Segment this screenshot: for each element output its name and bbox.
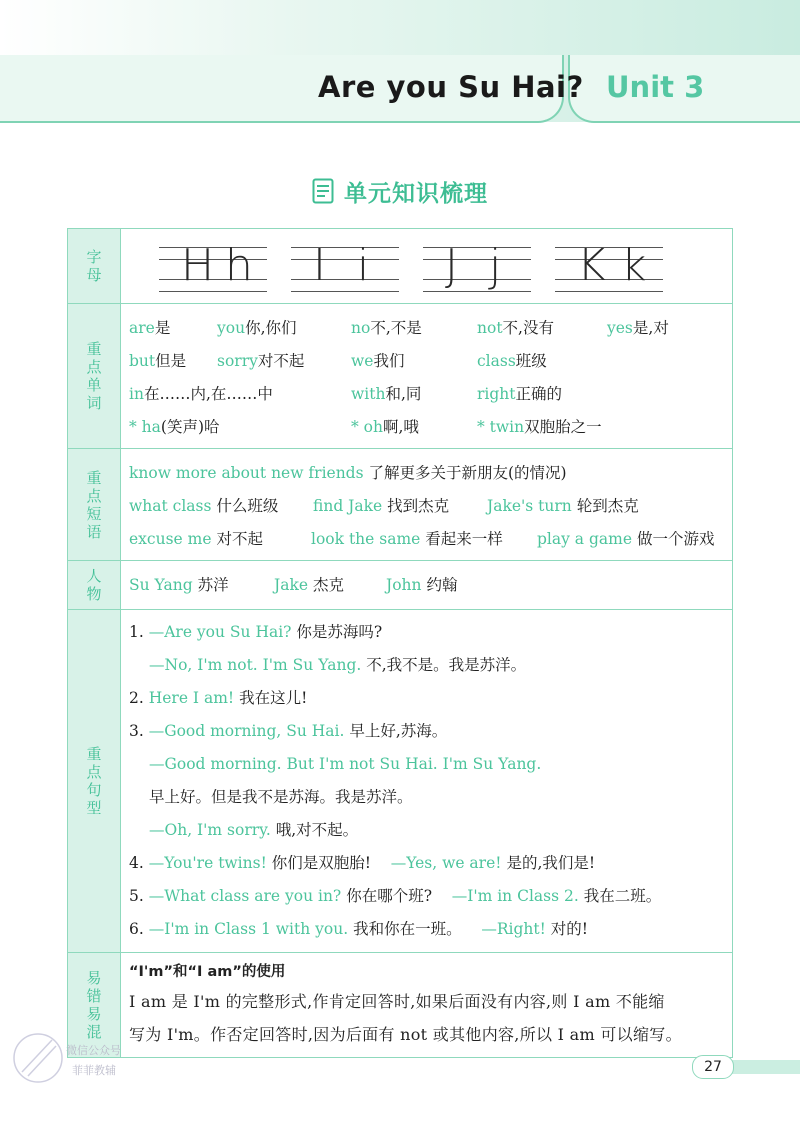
person-name-zh: 杰克 (312, 575, 344, 594)
lowercase-letter: i (357, 240, 370, 291)
category-words (68, 304, 121, 449)
sentence-zh: 我和你在一班。 (353, 920, 462, 938)
category-char: 句 (86, 781, 102, 799)
category-char: 物 (86, 585, 102, 603)
person-name-zh: 约翰 (426, 575, 458, 594)
phrase-item (129, 527, 263, 549)
vocab-meaning: 对不起 (257, 351, 305, 370)
sentence-line (129, 715, 724, 748)
sentence-zh: 你在哪个班? (346, 887, 432, 905)
error-line-1: I am 是 I'm 的完整形式,作肯定回答时,如果后面没有内容,则 I am 不能缩 (129, 992, 665, 1011)
phrase-zh: 什么班级 (216, 496, 279, 515)
watermark-emblem-icon (8, 1020, 68, 1090)
sentence-zh: 你们是双胞胎! (271, 854, 371, 872)
sentence-zh: 哦,对不起。 (275, 821, 359, 839)
sentence-en: —Right! (481, 920, 546, 938)
sentence-line (129, 649, 724, 682)
letters-row (68, 229, 733, 304)
phrase-item (487, 494, 639, 516)
writing-guide-line (423, 279, 531, 280)
sentence-en: —What class are you in? (148, 887, 342, 905)
vocab-meaning: 但是 (155, 351, 187, 370)
vocab-meaning: 啊,哦 (383, 417, 419, 436)
document-icon (312, 178, 334, 204)
vocab-meaning: 你,你们 (245, 318, 297, 337)
vocab-item (129, 382, 273, 404)
vocab-item (477, 415, 602, 437)
sentence-line (129, 616, 724, 649)
vocab-meaning: 是 (154, 318, 171, 337)
vocab-meaning: 我们 (373, 351, 405, 370)
writing-guide-line (291, 259, 399, 260)
sentence-number: 1. (129, 623, 149, 641)
category-char: 点 (86, 763, 102, 781)
vocab-word: yes (607, 318, 633, 337)
category-sentences (68, 610, 121, 953)
vocab-meaning: 和,同 (385, 384, 422, 403)
lesson-title: Are you Su Hai? (318, 70, 584, 104)
category-char: 母 (86, 266, 102, 284)
vocab-word: * twin (477, 417, 525, 436)
uppercase-letter: K (577, 240, 606, 291)
sentence-zh: 不,我不是。我是苏洋。 (366, 656, 527, 674)
phrase-row (129, 488, 724, 521)
category-char: 点 (86, 358, 102, 376)
writing-guide-line (555, 279, 663, 280)
phrase-item (311, 527, 503, 549)
vocab-item (217, 349, 304, 371)
letters-wrap (121, 233, 732, 301)
words-content (121, 304, 733, 449)
sentence-number: 3. (129, 722, 149, 740)
letter-practice-box (291, 239, 399, 301)
phrase-zh: 找到杰克 (387, 496, 450, 515)
phrase-en: what class (129, 496, 212, 515)
phrase-en: know more about new friends (129, 463, 364, 482)
phrase-en: Jake's turn (487, 496, 572, 515)
word-row (129, 409, 724, 442)
vocab-word: not (477, 318, 503, 337)
lowercase-letter: h (225, 240, 253, 291)
category-char: 单 (86, 376, 102, 394)
lowercase-letter: k (621, 240, 647, 291)
sentence-zh: 是的,我们是! (506, 854, 596, 872)
vocab-item (129, 415, 220, 437)
phrase-item (313, 494, 449, 516)
sentence-en: —I'm in Class 2. (451, 887, 579, 905)
vocab-word: but (129, 351, 156, 370)
category-char: 错 (86, 987, 102, 1005)
sentence-line (129, 913, 724, 946)
sentence-number: 6. (129, 920, 149, 938)
vocab-meaning: 不,没有 (502, 318, 554, 337)
vocab-item (477, 316, 554, 338)
letter-practice-box (555, 239, 663, 301)
phrase-en: look the same (311, 529, 421, 548)
phrase-item (129, 461, 567, 483)
writing-guide-line (423, 259, 531, 260)
sentence-line (129, 781, 724, 814)
page-number: 27 (692, 1055, 734, 1079)
category-char: 人 (86, 567, 102, 585)
vocab-item (351, 382, 421, 404)
vocab-item (351, 415, 419, 437)
vocab-word: sorry (217, 351, 258, 370)
section-heading (312, 176, 488, 206)
sentence-en: —Are you Su Hai? (148, 623, 292, 641)
category-char: 易 (86, 1005, 102, 1023)
vocab-meaning: 不,不是 (370, 318, 422, 337)
vocab-meaning: 正确的 (515, 384, 563, 403)
vocab-item (129, 316, 170, 338)
phrase-en: find Jake (313, 496, 383, 515)
phrases-content (121, 449, 733, 561)
sentence-line (129, 880, 724, 913)
sentence-number: 2. (129, 689, 149, 707)
uppercase-letter: I (313, 240, 326, 291)
vocab-word: class (477, 351, 516, 370)
unit-label: Unit 3 (606, 70, 705, 104)
sentence-line (129, 748, 724, 781)
sentence-en: —You're twins! (148, 854, 267, 872)
errors-content (121, 953, 733, 1058)
vocab-meaning: 双胞胎之一 (524, 417, 602, 436)
vocab-meaning: 班级 (515, 351, 547, 370)
category-letters (68, 229, 121, 304)
category-char: 点 (86, 486, 102, 505)
category-char: 字 (86, 248, 102, 266)
sentence-line (129, 814, 724, 847)
vocab-item (217, 316, 297, 338)
person-item (386, 573, 457, 595)
vocab-item (129, 349, 186, 371)
sentence-en: Here I am! (148, 689, 235, 707)
lowercase-letter: j (489, 240, 502, 291)
sentence-en: —Oh, I'm sorry. (149, 821, 271, 839)
category-char: 重 (86, 340, 102, 358)
writing-guide-line (423, 247, 531, 248)
person-name-en: Su Yang (129, 575, 193, 594)
sentence-zh: 我在这儿! (239, 689, 308, 707)
phrase-zh: 做一个游戏 (636, 529, 715, 548)
sentence-zh: 对的! (550, 920, 588, 938)
sentence-en: —No, I'm not. I'm Su Yang. (149, 656, 362, 674)
person-name-zh: 苏洋 (197, 575, 229, 594)
error-title: “I'm”和“I am”的使用 (129, 964, 286, 980)
people-content (121, 561, 733, 610)
phrase-row (129, 455, 724, 488)
category-char: 短 (86, 504, 102, 523)
writing-guide-line (423, 291, 531, 292)
sentence-line (129, 847, 724, 880)
writing-guide-line (291, 247, 399, 248)
vocab-item (607, 316, 669, 338)
errors-row (68, 953, 733, 1058)
sentence-number: 5. (129, 887, 149, 905)
phrase-en: excuse me (129, 529, 212, 548)
sentences-content (121, 610, 733, 953)
uppercase-letter: H (181, 240, 215, 291)
vocab-word: with (351, 384, 386, 403)
phrase-item (537, 527, 714, 549)
sentence-en: —Yes, we are! (390, 854, 502, 872)
vocab-item (351, 316, 422, 338)
uppercase-letter: J (445, 240, 458, 291)
vocab-meaning: (笑声)哈 (160, 417, 220, 436)
sentence-zh: 你是苏海吗? (296, 623, 383, 641)
sentence-zh: 早上好,苏海。 (349, 722, 448, 740)
vocab-word: in (129, 384, 144, 403)
category-char: 型 (86, 799, 102, 817)
sentence-number: 4. (129, 854, 149, 872)
writing-guide-line (555, 247, 663, 248)
vocab-word: right (477, 384, 516, 403)
sentence-zh: 早上好。但是我不是苏海。我是苏洋。 (149, 788, 413, 806)
word-row (129, 343, 724, 376)
page-number-band (730, 1060, 800, 1074)
category-char: 混 (86, 1023, 102, 1041)
sentence-en: —Good morning, Su Hai. (148, 722, 345, 740)
vocab-word: we (351, 351, 374, 370)
writing-guide-line (291, 279, 399, 280)
category-phrases (68, 449, 121, 561)
writing-guide-line (555, 259, 663, 260)
sentences-row (68, 610, 733, 953)
category-char: 易 (86, 969, 102, 987)
writing-guide-line (159, 291, 267, 292)
person-name-en: John (386, 575, 422, 594)
section-title: 单元知识梳理 (344, 180, 488, 207)
watermark-line-1: 微信公众号 (66, 1044, 121, 1057)
phrase-zh: 轮到杰克 (576, 496, 639, 515)
watermark-line-2: 菲菲教辅 (72, 1064, 116, 1077)
vocab-item (477, 349, 547, 371)
sentence-en: —Good morning. But I'm not Su Hai. I'm Su Yang. (149, 755, 542, 773)
sentence-line (129, 682, 724, 715)
letter-practice-box (159, 239, 267, 301)
people-list (129, 567, 724, 600)
vocab-meaning: 在……内,在……中 (143, 384, 273, 403)
phrases-row (68, 449, 733, 561)
phrase-en: play a game (537, 529, 633, 548)
phrase-zh: 了解更多关于新朋友(的情况) (368, 463, 567, 482)
writing-guide-line (291, 291, 399, 292)
vocab-word: are (129, 318, 155, 337)
error-line-2: 写为 I'm。作否定回答时,因为后面有 not 或其他内容,所以 I am 可以缩写。 (129, 1025, 682, 1044)
category-char: 重 (86, 745, 102, 763)
phrase-row (129, 521, 724, 554)
words-row (68, 304, 733, 449)
sentence-zh: 我在二班。 (583, 887, 662, 905)
category-people (68, 561, 121, 610)
sentence-en: —I'm in Class 1 with you. (148, 920, 349, 938)
vocab-item (351, 349, 404, 371)
person-item (129, 573, 229, 595)
vocab-word: no (351, 318, 371, 337)
watermark (8, 1020, 158, 1090)
category-char: 重 (86, 468, 102, 487)
phrase-item (129, 494, 278, 516)
category-char: 语 (86, 522, 102, 541)
phrase-zh: 看起来一样 (425, 529, 503, 548)
category-char: 词 (86, 394, 102, 412)
letter-practice-box (423, 239, 531, 301)
word-row (129, 376, 724, 409)
person-name-en: Jake (274, 575, 309, 594)
vocab-meaning: 是,对 (632, 318, 669, 337)
letters-content (121, 229, 733, 304)
vocab-item (477, 382, 562, 404)
knowledge-table (67, 228, 733, 1058)
people-row (68, 561, 733, 610)
vocab-word: * oh (351, 417, 383, 436)
phrase-zh: 对不起 (216, 529, 263, 548)
person-item (274, 573, 344, 595)
vocab-word: * ha (129, 417, 161, 436)
vocab-word: you (217, 318, 246, 337)
writing-guide-line (555, 291, 663, 292)
word-row (129, 310, 724, 343)
